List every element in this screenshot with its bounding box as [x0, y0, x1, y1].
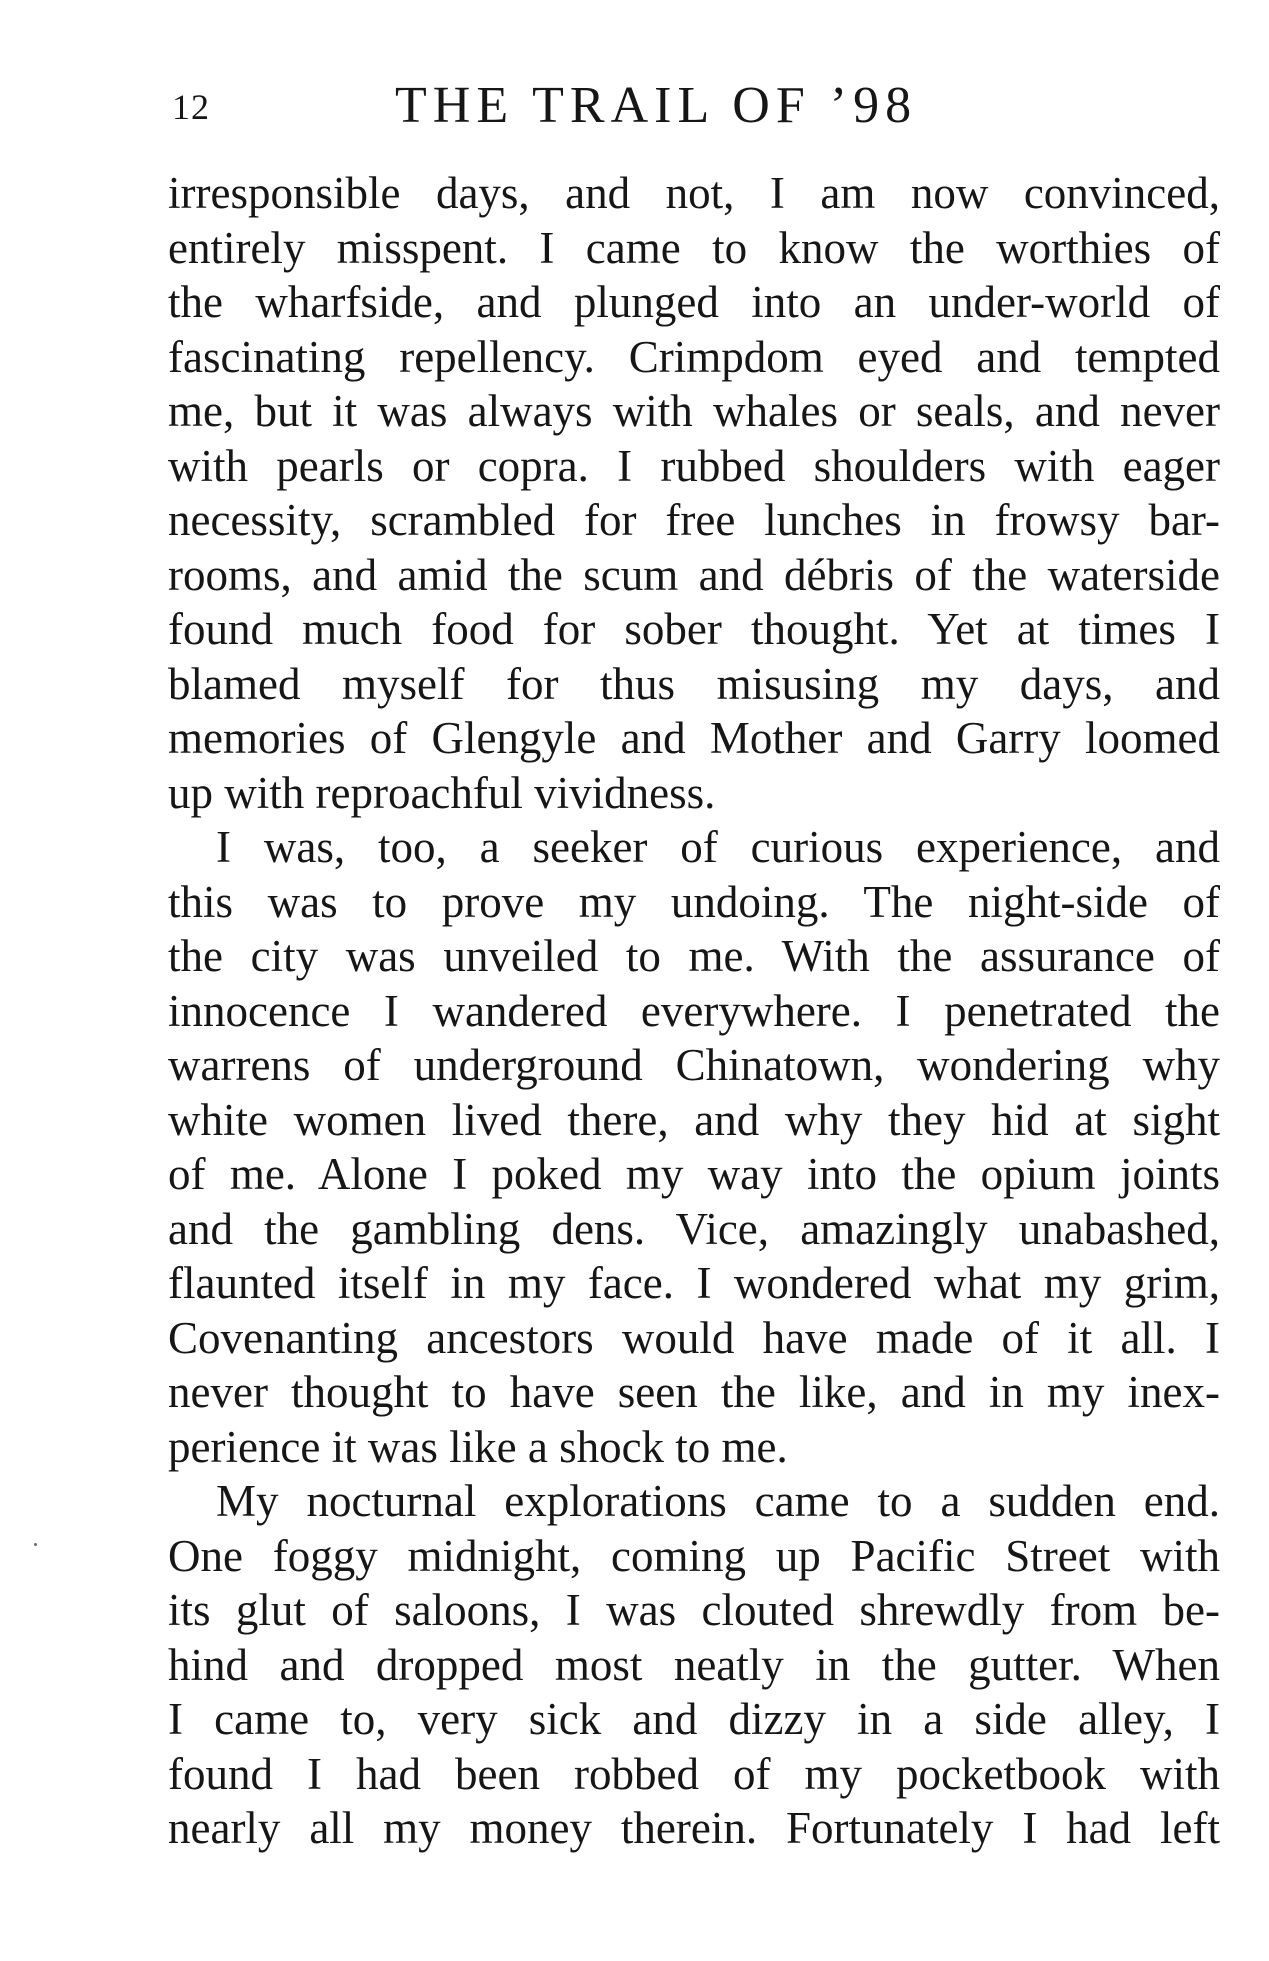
page-number: 12 — [172, 87, 210, 127]
paragraph — [168, 1474, 1220, 1856]
text-line: its glut of saloons, I was clouted shrewdly from be- — [168, 1585, 1220, 1635]
text-line: nearly all my money therein. Fortunately I had left — [168, 1803, 1220, 1853]
text-line: of me. Alone I poked my way into the opium joints — [168, 1149, 1220, 1199]
text-line: hind and dropped most neatly in the gutter. When — [168, 1639, 1220, 1690]
text-line: entirely misspent. I came to know the worthies of — [168, 222, 1220, 273]
text-line: I came to, very sick and dizzy in a side alley, I — [168, 1694, 1220, 1744]
text-line: memories of Glengyle and Mother and Garry loomed — [168, 713, 1220, 763]
text-line: My nocturnal explorations came to a sudden end. — [216, 1476, 1220, 1526]
text-line: white women lived there, and why they hid at sight — [168, 1094, 1220, 1145]
text-line: up with reproachful vividness. — [168, 767, 716, 818]
text-line: One foggy midnight, coming up Pacific Street with — [168, 1530, 1220, 1581]
text-line: I was, too, a seeker of curious experience, and — [216, 822, 1220, 872]
text-line: the city was unveiled to me. With the assurance of — [168, 931, 1220, 981]
text-line: the wharfside, and plunged into an under-world of — [168, 277, 1220, 327]
text-line: irresponsible days, and not, I am now convinced, — [168, 168, 1220, 218]
text-line: fascinating repellency. Crimpdom eyed and tempted — [168, 331, 1220, 382]
scan-speck — [34, 1543, 37, 1546]
text-line: warrens of underground Chinatown, wondering why — [168, 1040, 1220, 1090]
text-line: perience it was like a shock to me. — [168, 1421, 788, 1472]
text-line: never thought to have seen the like, and in my inex- — [168, 1367, 1220, 1417]
text-line: rooms, and amid the scum and débris of the waterside — [168, 549, 1220, 600]
body-text — [168, 166, 1220, 1856]
text-line: this was to prove my undoing. The night-side of — [168, 876, 1220, 927]
text-line: found I had been robbed of my pocketbook with — [168, 1748, 1220, 1799]
text-line: innocence I wandered everywhere. I penetrated the — [168, 985, 1220, 1036]
text-line: flaunted itself in my face. I wondered what my grim, — [168, 1258, 1220, 1308]
running-title: THE TRAIL OF ’98 — [395, 77, 918, 134]
text-line: Covenanting ancestors would have made of it all. I — [168, 1312, 1220, 1363]
text-line: found much food for sober thought. Yet at times I — [168, 604, 1220, 654]
text-line: necessity, scrambled for free lunches in frowsy bar- — [168, 495, 1220, 545]
text-line: blamed myself for thus misusing my days, and — [168, 658, 1220, 709]
text-line: with pearls or copra. I rubbed shoulders with eager — [168, 440, 1220, 491]
paragraph — [168, 166, 1220, 820]
paragraph — [168, 820, 1220, 1474]
text-line: me, but it was always with whales or seals, and never — [168, 386, 1220, 436]
text-line: and the gambling dens. Vice, amazingly unabashed, — [168, 1203, 1220, 1254]
